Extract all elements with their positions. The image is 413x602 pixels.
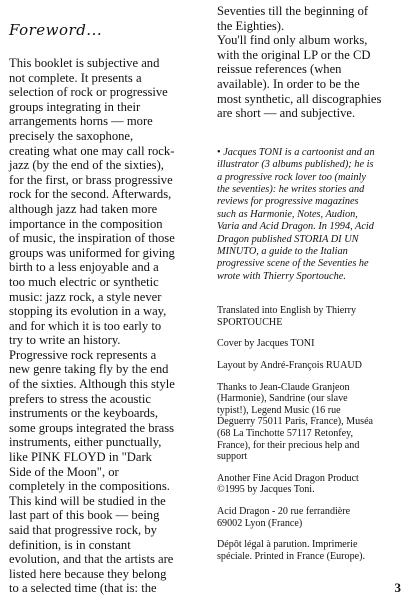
left-column xyxy=(9,0,205,596)
bio-text: Jacques TONI is a cartoonist and an illustrator (3 albums published); he is a progressive rock lover too (mainly the seventies): he writes stories and reviews for progressive magazines such as Harmonie, Notes, Audion, Varia and Acid Dragon. In 1994, Acid Dragon published STORIA DI UN MINUTO, a guide to the Italian progressive scene of the Seventies he wrote with Thierry Sportouche. xyxy=(217,146,375,282)
credit-layout: Layout by André-François RUAUD xyxy=(217,360,362,371)
foreword-body: This booklet is subjective and not complete. It presents a selection of rock or progressive groups integrating in their arrangements horns — more precisely the saxophone, creating what one may call rock- jazz (by the end of the sixties), for the first, or brass progressive rock for the second. Afterwards, although jazz had taken more importance in the composition of music, the inspiration of those groups was uniformed for giving birth to a less enjoyable and a too much electric or synthetic music: jazz rock, a style never stopping its evolution in a way, and for which it is too early to try to write an history. Progressive rock represents a new genre taking fly by the end of the sixties. Although this style prefers to stress the acoustic instruments or the keyboards, some groups integrated the brass instruments, either punctually, like PINK FLOYD in "Dark Side of the Moon", or completely in the compositions. This kind will be studied in the last part of this book — being said that progressive rock, by definition, is in constant evolution, and that the artists are listed here because they belong to a selected time (that is: the xyxy=(9,56,175,596)
bio-bullet: • xyxy=(217,146,221,158)
foreword-title: Foreword... xyxy=(9,21,103,39)
credit-legal-deposit: Dépôt légal à parution. Imprimerie spéciale. Printed in France (Europe). xyxy=(217,539,365,562)
credit-thanks: Thanks to Jean-Claude Granjeon (Harmonie), Sandrine (our slave typist!), Legend Music (16 rue Deguerry 75011 Paris, France), Muséa (68 La Tinchotte 57117 Retonfey, France), for their precious help and support xyxy=(217,381,374,463)
page-number: 3 xyxy=(394,580,401,595)
credit-copyright: Another Fine Acid Dragon Product ©1995 by Jacques Toni. xyxy=(217,472,359,496)
right-column xyxy=(217,0,407,562)
foreword-continuation: Seventies till the beginning of the Eighties). You'll find only album works, with the original LP or the CD reissue references (when available). In order to be the most synthetic, all discographies are short — and subjective. xyxy=(217,4,382,121)
author-bio xyxy=(217,147,407,283)
credit-cover: Cover by Jacques TONI xyxy=(217,338,315,350)
credit-publisher-address: Acid Dragon - 20 rue ferrandière 69002 Lyon (France) xyxy=(217,505,351,529)
credit-translation: Translated into English by Thierry SPORTOUCHE xyxy=(217,305,357,328)
